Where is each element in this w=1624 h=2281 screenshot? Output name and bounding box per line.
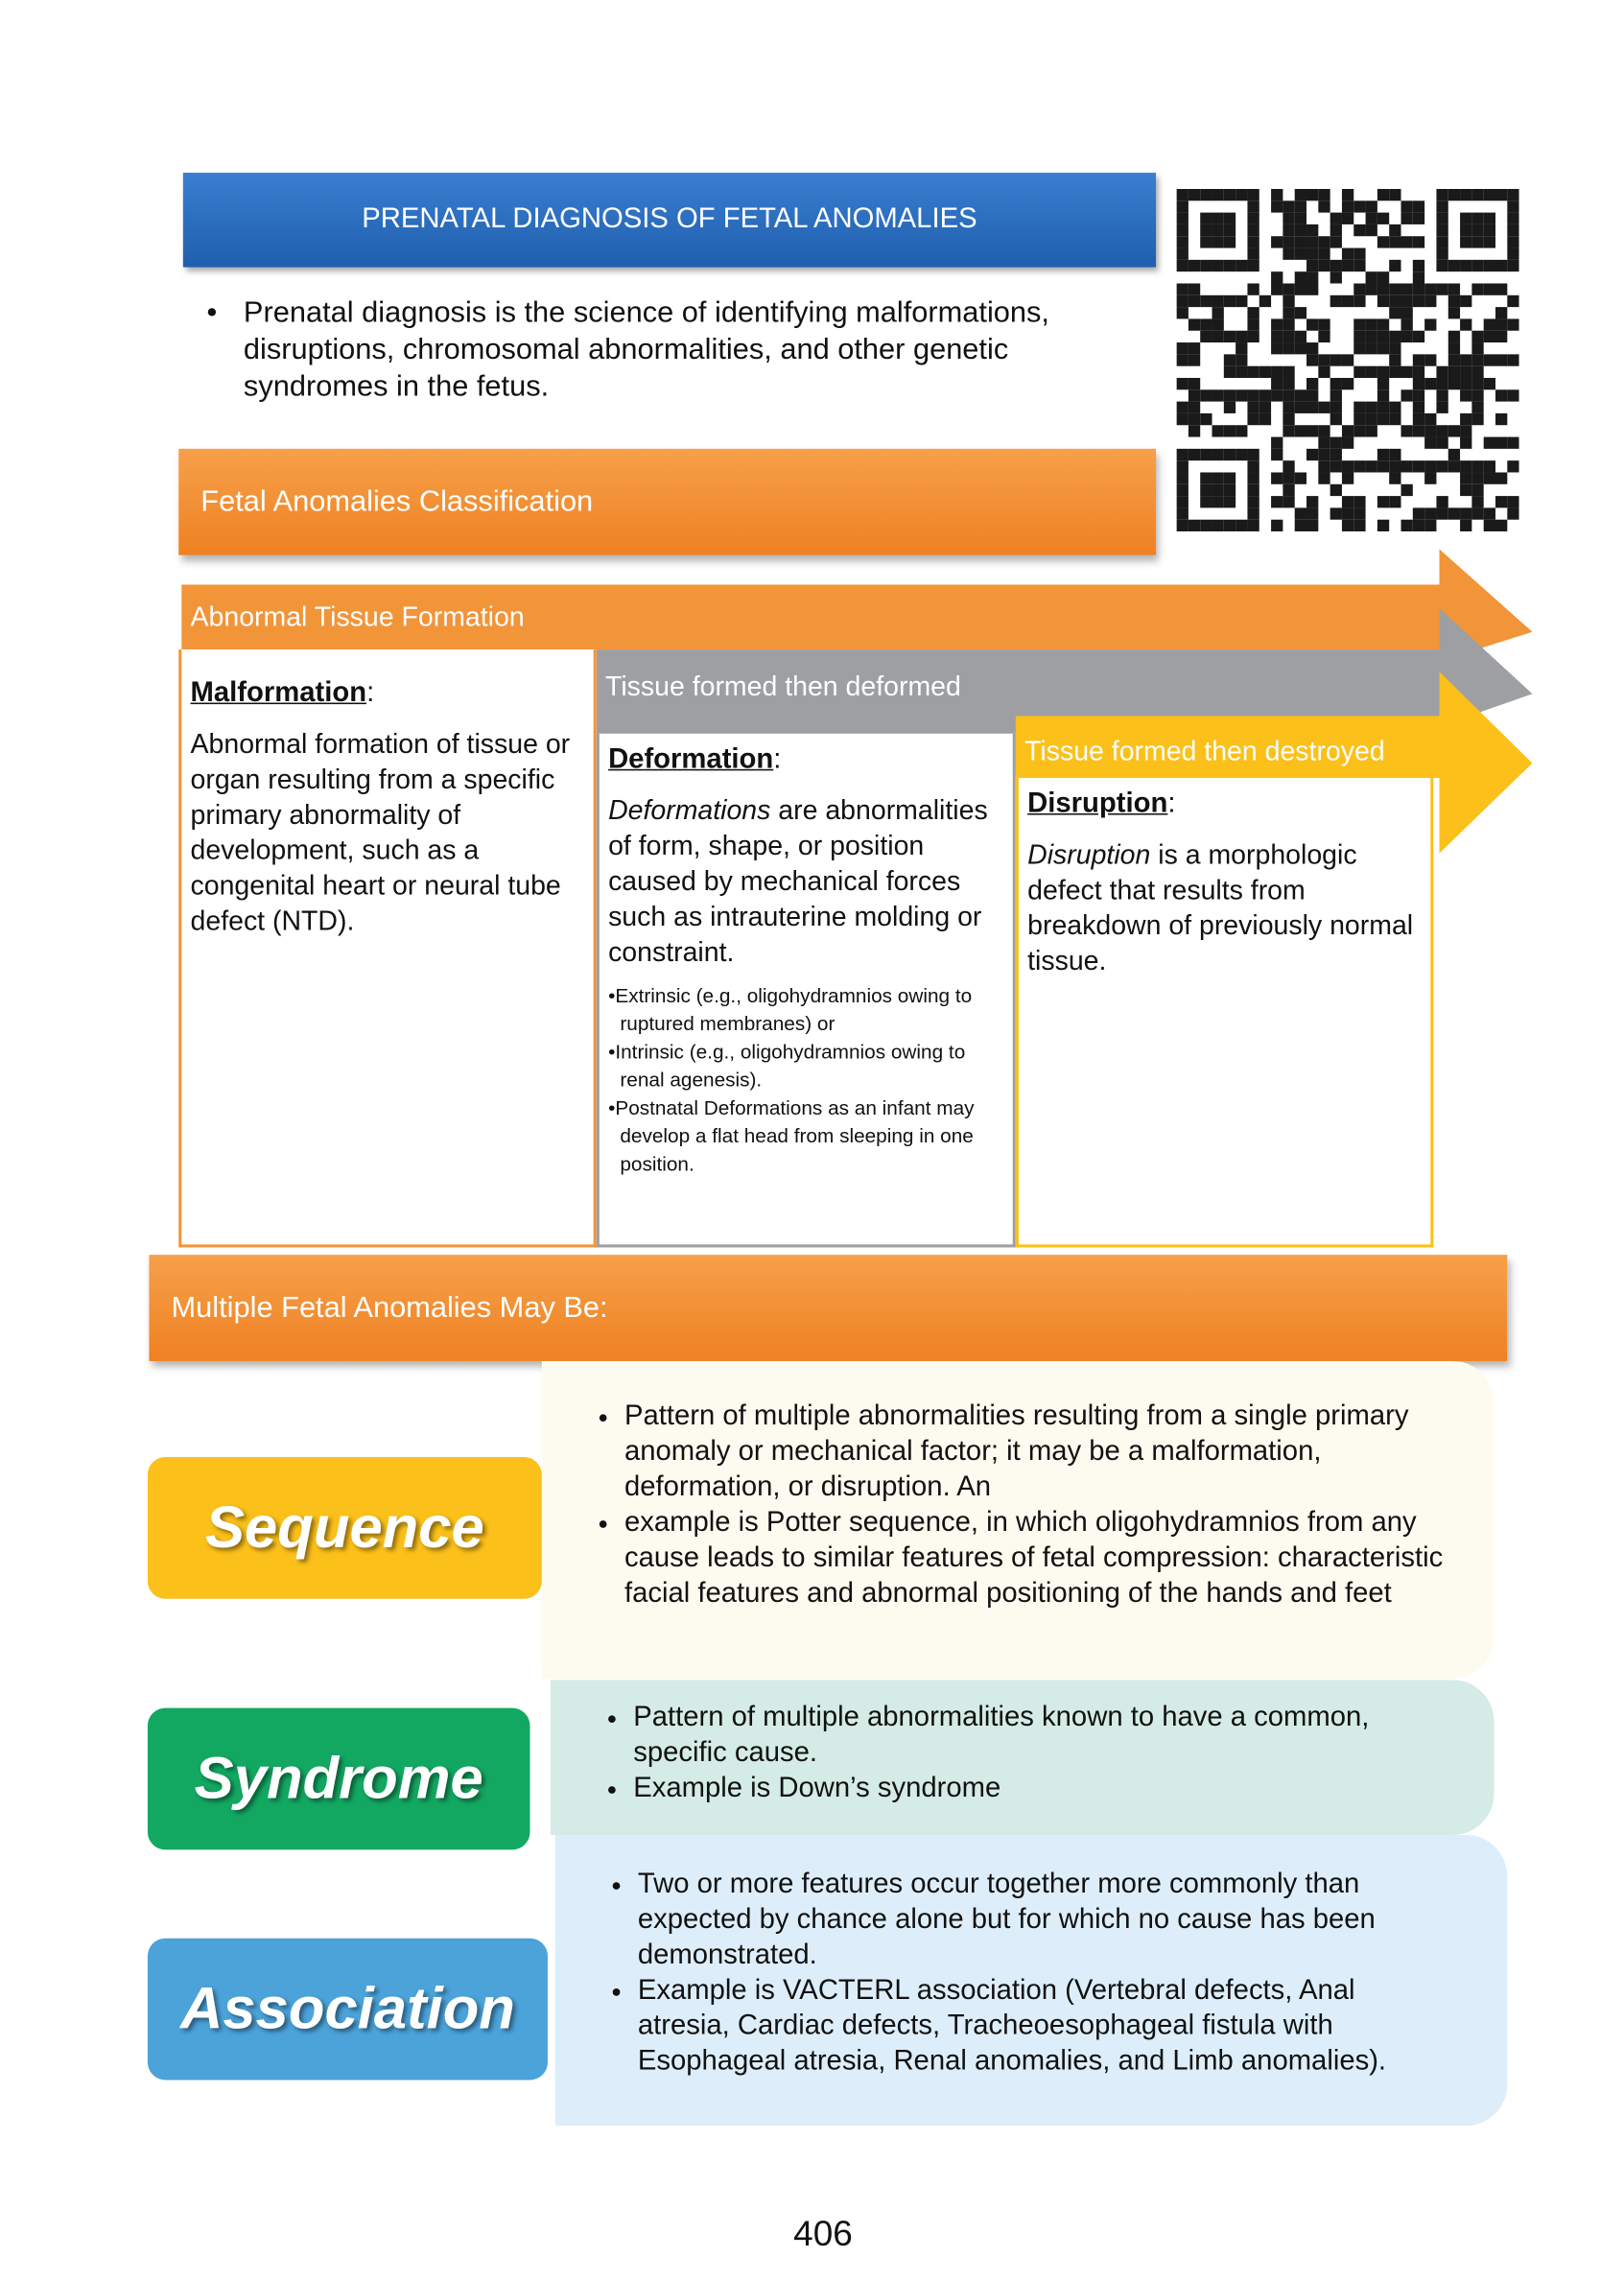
malformation-text: Abnormal formation of tissue or organ resulting from a specific primary abnormality of development, such as a congenital heart or neural tube defect (NTD).: [190, 727, 571, 936]
bullet: •: [206, 296, 218, 330]
list-item: •Extrinsic (e.g., oligohydramnios owing to ruptured membranes) or: [608, 984, 973, 1035]
classification-heading: Fetal Anomalies Classification: [178, 449, 1156, 555]
deformation-text: Deformations are abnormalities of form, shape, or position caused by mechanical forces such as intrauterine molding or constraint.: [608, 793, 988, 968]
disruption-text: Disruption is a morphologic defect that results from breakdown of previously normal tissue.: [1027, 838, 1414, 976]
disruption-term: Disruption:: [1027, 788, 1176, 820]
list-item: • Pattern of multiple abnormalities known to have a common, specific cause.: [633, 1701, 1464, 1772]
sequence-panel: [542, 1361, 1495, 1679]
deformation-points: [608, 981, 1003, 1178]
intro-text: Prenatal diagnosis is the science of identifying malformations, disruptions, chromosomal abnormalities, and other genetic syndromes in the fetus.: [243, 296, 1049, 404]
list-item: •Postnatal Deformations as an infant may develop a flat head from sleeping in one position.: [608, 1096, 975, 1176]
malformation-term: Malformation:: [190, 677, 375, 709]
list-item: •Intrinsic (e.g., oligohydramnios owing to renal agenesis).: [608, 1040, 966, 1092]
syndrome-label: Syndrome: [148, 1708, 530, 1850]
list-item: • example is Potter sequence, in which oligohydramnios from any cause leads to similar features of fetal compression: characteristic facial features and abnormal positioning of the hands and feet: [624, 1506, 1465, 1612]
list-item: • Example is VACTERL association (Vertebral defects, Anal atresia, Cardiac defects, Tracheoesophageal fistula with Esophageal atresia, Renal anomalies, and Limb anomalies).: [638, 1974, 1448, 2081]
deformation-term: Deformation:: [608, 743, 782, 775]
band-deformed: Tissue formed then deformed: [604, 670, 961, 702]
list-item: • Pattern of multiple abnormalities resulting from a single primary anomaly or mechanical factor; it may be a malformation, deformation, or disruption. An: [624, 1399, 1465, 1506]
multiple-heading: Multiple Fetal Anomalies May Be:: [149, 1255, 1507, 1361]
syndrome-panel: [551, 1680, 1494, 1835]
association-panel: [555, 1835, 1508, 2126]
association-label: Association: [148, 1939, 548, 2081]
page-title: PRENATAL DIAGNOSIS OF FETAL ANOMALIES: [183, 173, 1156, 267]
sequence-label: Sequence: [148, 1457, 542, 1599]
band-destroyed: Tissue formed then destroyed: [1024, 735, 1385, 766]
page-number: 406: [793, 2214, 853, 2255]
band-abnormal-tissue: Abnormal Tissue Formation: [190, 600, 525, 632]
malformation-card: [178, 649, 597, 1247]
list-item: • Example is Down’s syndrome: [633, 1772, 1464, 1807]
list-item: • Two or more features occur together more commonly than expected by chance alone but for which no cause has been demonstrated.: [638, 1868, 1448, 1974]
disruption-card: [1016, 778, 1434, 1247]
deformation-card: [597, 734, 1016, 1248]
